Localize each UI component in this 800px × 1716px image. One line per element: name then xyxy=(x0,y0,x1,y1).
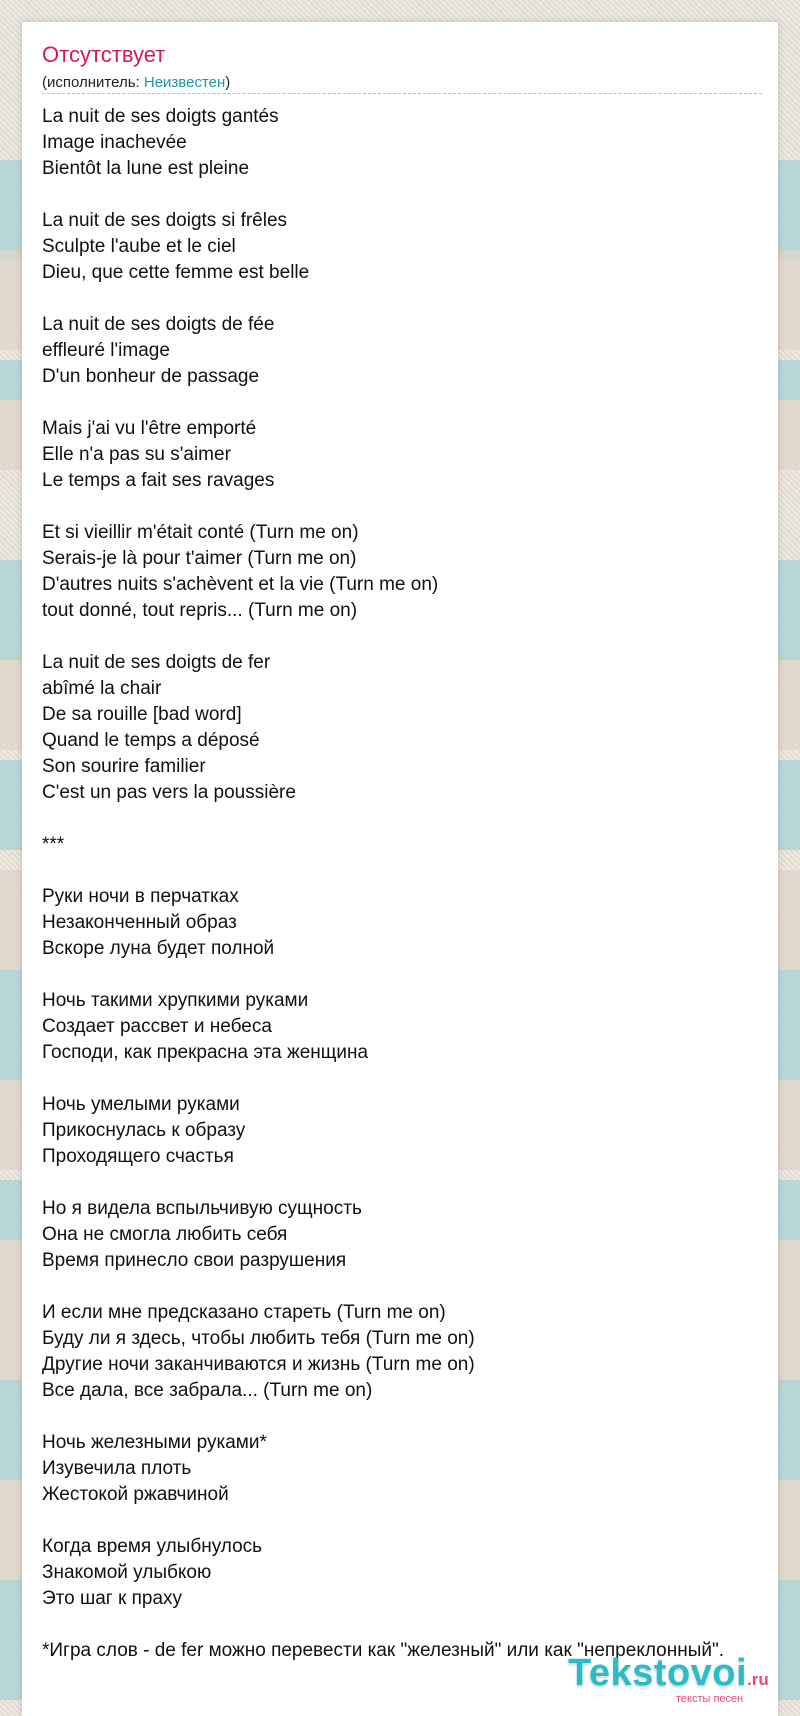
lyric-line: Время принесло свои разрушения xyxy=(42,1250,347,1271)
russian-stanza xyxy=(42,988,778,1066)
lyric-line: abîmé la chair xyxy=(42,678,162,699)
french-stanza xyxy=(42,520,778,624)
title-divider xyxy=(42,93,762,94)
lyric-line: Когда время улыбнулось xyxy=(42,1536,263,1557)
lyric-line: La nuit de ses doigts de fée xyxy=(42,314,275,335)
lyric-line: Sculpte l'aube et le ciel xyxy=(42,236,236,257)
lyric-line: Буду ли я здесь, чтобы любить тебя (Turn me on) xyxy=(42,1328,475,1349)
russian-stanza xyxy=(42,1534,778,1612)
lyric-line: Son sourire familier xyxy=(42,756,206,777)
footnote: *Игра слов - de fer можно перевести как "железный" или как "непреклонный". xyxy=(42,1640,724,1661)
lyric-line: Другие ночи заканчиваются и жизнь (Turn me on) xyxy=(42,1354,475,1375)
russian-stanza xyxy=(42,1092,778,1170)
lyric-line: Elle n'a pas su s'aimer xyxy=(42,444,231,465)
artist-suffix: ) xyxy=(225,74,231,91)
lyric-line: Вскоре луна будет полной xyxy=(42,938,275,959)
french-stanza xyxy=(42,650,778,806)
lyric-line: Bientôt la lune est pleine xyxy=(42,158,250,179)
lyrics-body xyxy=(42,104,778,1664)
russian-stanza xyxy=(42,884,778,962)
site-logo[interactable] xyxy=(568,1652,769,1705)
lyric-line: Ночь железными руками* xyxy=(42,1432,267,1453)
song-title: Отсутствует xyxy=(42,42,166,67)
lyric-line: Dieu, que cette femme est belle xyxy=(42,262,310,283)
lyric-line: Изувечила плоть xyxy=(42,1458,192,1479)
lyric-line: D'autres nuits s'achèvent et la vie (Turn me on) xyxy=(42,574,439,595)
lyric-line: Это шаг к праху xyxy=(42,1588,183,1609)
lyric-line: Жестокой ржавчиной xyxy=(42,1484,229,1505)
lyric-line: Le temps a fait ses ravages xyxy=(42,470,275,491)
lyric-line: И если мне предсказано стареть (Turn me on) xyxy=(42,1302,446,1323)
lyric-line: Создает рассвет и небеса xyxy=(42,1016,272,1037)
lyric-line: effleuré l'image xyxy=(42,340,170,361)
lyric-line: Image inachevée xyxy=(42,132,187,153)
lyric-line: D'un bonheur de passage xyxy=(42,366,260,387)
lyric-line: Руки ночи в перчатках xyxy=(42,886,239,907)
logo-tld: .ru xyxy=(747,1670,769,1689)
logo-name: Tekstovoi xyxy=(568,1652,748,1694)
french-stanza xyxy=(42,416,778,494)
lyric-line: La nuit de ses doigts gantés xyxy=(42,106,279,127)
russian-stanza xyxy=(42,1196,778,1274)
logo-tagline: тексты песен xyxy=(676,1693,744,1705)
lyric-line: Et si vieillir m'était conté (Turn me on) xyxy=(42,522,359,543)
artist-line xyxy=(42,74,230,91)
lyric-line: Ночь умелыми руками xyxy=(42,1094,240,1115)
lyric-line: Она не смогла любить себя xyxy=(42,1224,288,1245)
french-stanza xyxy=(42,104,778,182)
russian-stanza xyxy=(42,1300,778,1404)
lyrics-card xyxy=(22,22,778,1716)
lyric-line: Но я видела вспыльчивую сущность xyxy=(42,1198,362,1219)
lyric-line: Проходящего счастья xyxy=(42,1146,234,1167)
lyric-line: Господи, как прекрасна эта женщина xyxy=(42,1042,369,1063)
french-stanza xyxy=(42,312,778,390)
lyric-line: Quand le temps a déposé xyxy=(42,730,260,751)
lyric-line: Mais j'ai vu l'être emporté xyxy=(42,418,257,439)
lyric-line: Все дала, все забрала... (Turn me on) xyxy=(42,1380,373,1401)
lyric-line: De sa rouille [bad word] xyxy=(42,704,242,725)
russian-stanza xyxy=(42,1430,778,1508)
lyric-line: Serais-je là pour t'aimer (Turn me on) xyxy=(42,548,357,569)
lyric-line: La nuit de ses doigts si frêles xyxy=(42,210,288,231)
artist-prefix: (исполнитель: xyxy=(42,74,144,91)
lyric-line: C'est un pas vers la poussière xyxy=(42,782,296,803)
lyric-line: Знакомой улыбкою xyxy=(42,1562,212,1583)
french-stanza xyxy=(42,208,778,286)
artist-link[interactable]: Неизвестен xyxy=(143,74,226,91)
lyric-line: Прикоснулась к образу xyxy=(42,1120,246,1141)
lyric-line: La nuit de ses doigts de fer xyxy=(42,652,271,673)
lyric-line: tout donné, tout repris... (Turn me on) xyxy=(42,600,358,621)
lyric-line: Незаконченный образ xyxy=(42,912,237,933)
lyric-line: Ночь такими хрупкими руками xyxy=(42,990,309,1011)
translation-separator: *** xyxy=(42,834,65,855)
